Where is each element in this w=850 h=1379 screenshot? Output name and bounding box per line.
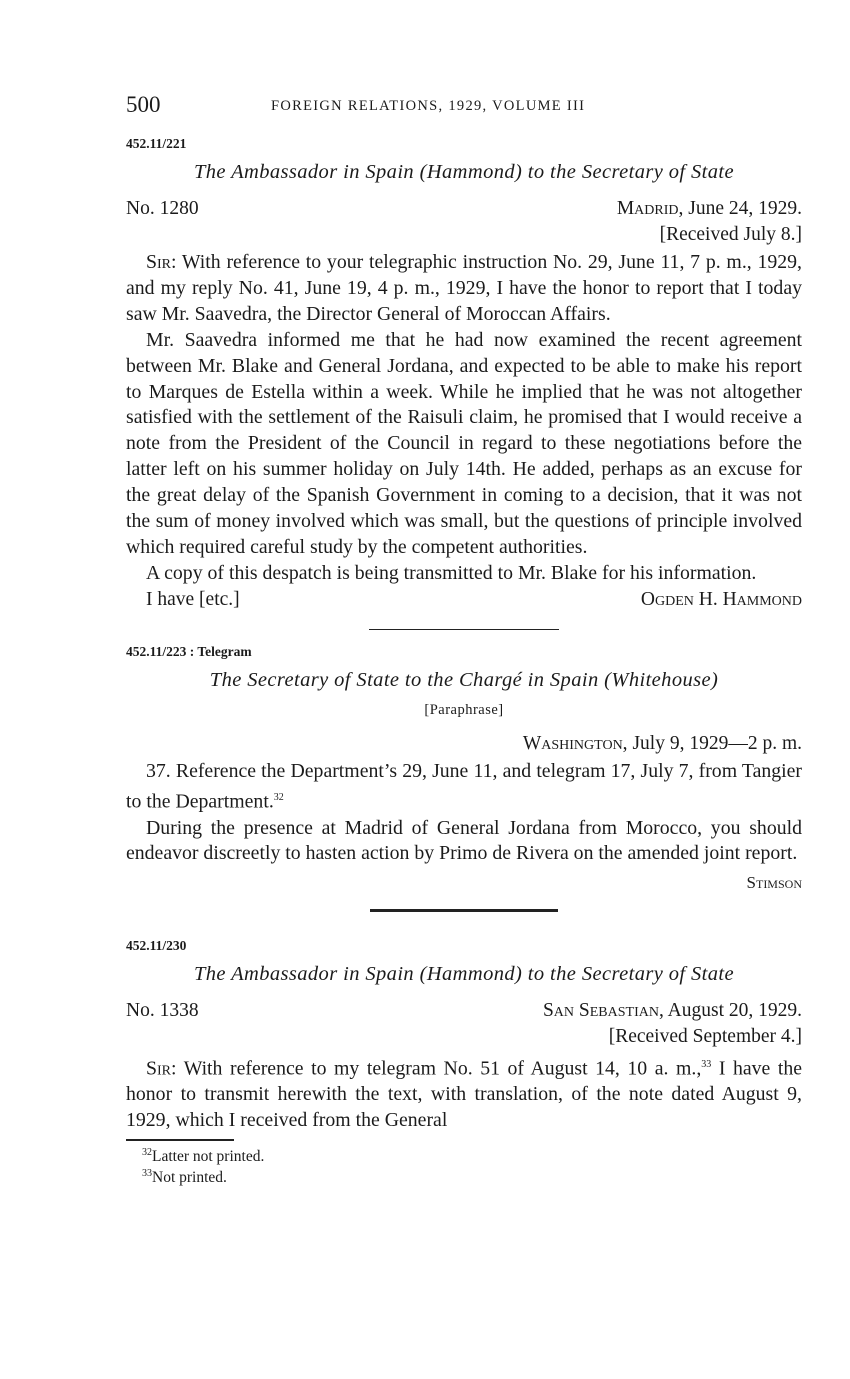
document-title: The Ambassador in Spain (Hammond) to the Secretary of State <box>193 161 735 183</box>
document-meta <box>126 196 802 248</box>
page-number: 500 <box>126 92 161 117</box>
footnote-text: Latter not printed. <box>152 1147 265 1165</box>
received-note: [Received July 8.] <box>659 224 802 245</box>
page-header <box>126 88 802 124</box>
paragraph: A copy of this despatch is being transmitted to Mr. Blake for his information. <box>146 561 757 584</box>
document-title: The Ambassador in Spain (Hammond) to the Secretary of State <box>193 962 735 985</box>
footnote-ref: 33 <box>701 1058 712 1070</box>
dateline-place: Madrid, <box>616 198 684 219</box>
dateline-date: August 20, 1929. <box>667 999 802 1021</box>
section-divider <box>370 909 558 912</box>
document-number: No. 1280 <box>126 198 199 219</box>
paragraph-text: 37. Reference the Department’s 29, June 11, and telegram 17, July 7, from Tangier to the Department. <box>126 760 802 813</box>
footnote-divider <box>126 1139 234 1140</box>
paragraph <box>126 250 802 328</box>
file-reference: 452.11/223 : Telegram <box>126 644 252 660</box>
paragraph: During the presence at Madrid of General Jordana from Morocco, you should endeavor discreetly to hasten action by Primo de Rivera on the amended joint report. <box>126 816 802 865</box>
file-reference: 452.11/230 <box>126 937 187 953</box>
footnote <box>142 1144 802 1165</box>
file-reference: 452.11/221 <box>126 136 187 151</box>
document-number: No. 1338 <box>126 999 199 1021</box>
footnote-text: Not printed. <box>152 1168 227 1186</box>
dateline-place: Washington, <box>522 733 628 755</box>
paragraph-text: I have the honor to transmit herewith the text, with translation, of the note dated August 9, 1929, which I received from the General <box>126 1057 802 1132</box>
dateline-date: June 24, 1929. <box>688 198 802 219</box>
paragraph <box>126 1052 802 1134</box>
document-title: The Secretary of State to the Chargé in Spain (Whitehouse) <box>209 669 719 692</box>
footnotes <box>126 1144 802 1186</box>
footnote-ref: 32 <box>273 792 284 804</box>
dateline <box>126 731 802 757</box>
salutation: Sir: <box>146 1057 177 1080</box>
running-title: FOREIGN RELATIONS, 1929, VOLUME III <box>271 98 586 114</box>
paragraph-text: With reference to my telegram No. 51 of August 14, 10 a. m., <box>183 1057 702 1080</box>
signature: Ogden H. Hammond <box>640 588 802 610</box>
paragraph-text: With reference to your telegraphic instruction No. 29, June 11, 7 p. m., 1929, and my reply No. 41, June 19, 4 p. m., 1929, I have the honor to report that I today saw Mr. Saavedra, the Director General of Moroccan Affairs. <box>126 251 802 325</box>
document-page <box>126 88 802 1186</box>
closing: I have [etc.] <box>146 588 240 610</box>
paragraph: Mr. Saavedra informed me that he had now examined the recent agreement between Mr. Blake and General Jordana, and expected to be able to make his report to Marques de Estella within a week. While he implied that he was not altogether satisfied with the settlement of the Raisuli claim, he promised that I would receive a note from the President of the Council in regard to these negotiations before the latter left on his summer holiday on July 14th. He added, perhaps as an excuse for the great delay of the Spanish Government in coming to a decision, that it was not the sum of money involved which was small, but the questions of principle involved which required careful study by the competent authorities. <box>126 328 802 558</box>
dateline-place: San Sebastian, <box>542 999 664 1021</box>
section-divider <box>369 629 559 630</box>
salutation: Sir: <box>146 251 177 273</box>
dateline-date: July 9, 1929—2 p. m. <box>632 733 802 755</box>
paragraph <box>126 759 802 815</box>
signature: Stimson <box>746 873 802 893</box>
paraphrase-note: [Paraphrase] <box>424 702 504 719</box>
signature-block <box>126 589 802 611</box>
footnote-mark: 32 <box>142 1146 152 1158</box>
dateline <box>617 196 802 248</box>
dateline <box>543 998 802 1050</box>
footnote <box>142 1165 802 1186</box>
document-meta <box>126 998 802 1050</box>
footnote-mark: 33 <box>142 1167 152 1179</box>
received-note: [Received September 4.] <box>608 1025 802 1047</box>
